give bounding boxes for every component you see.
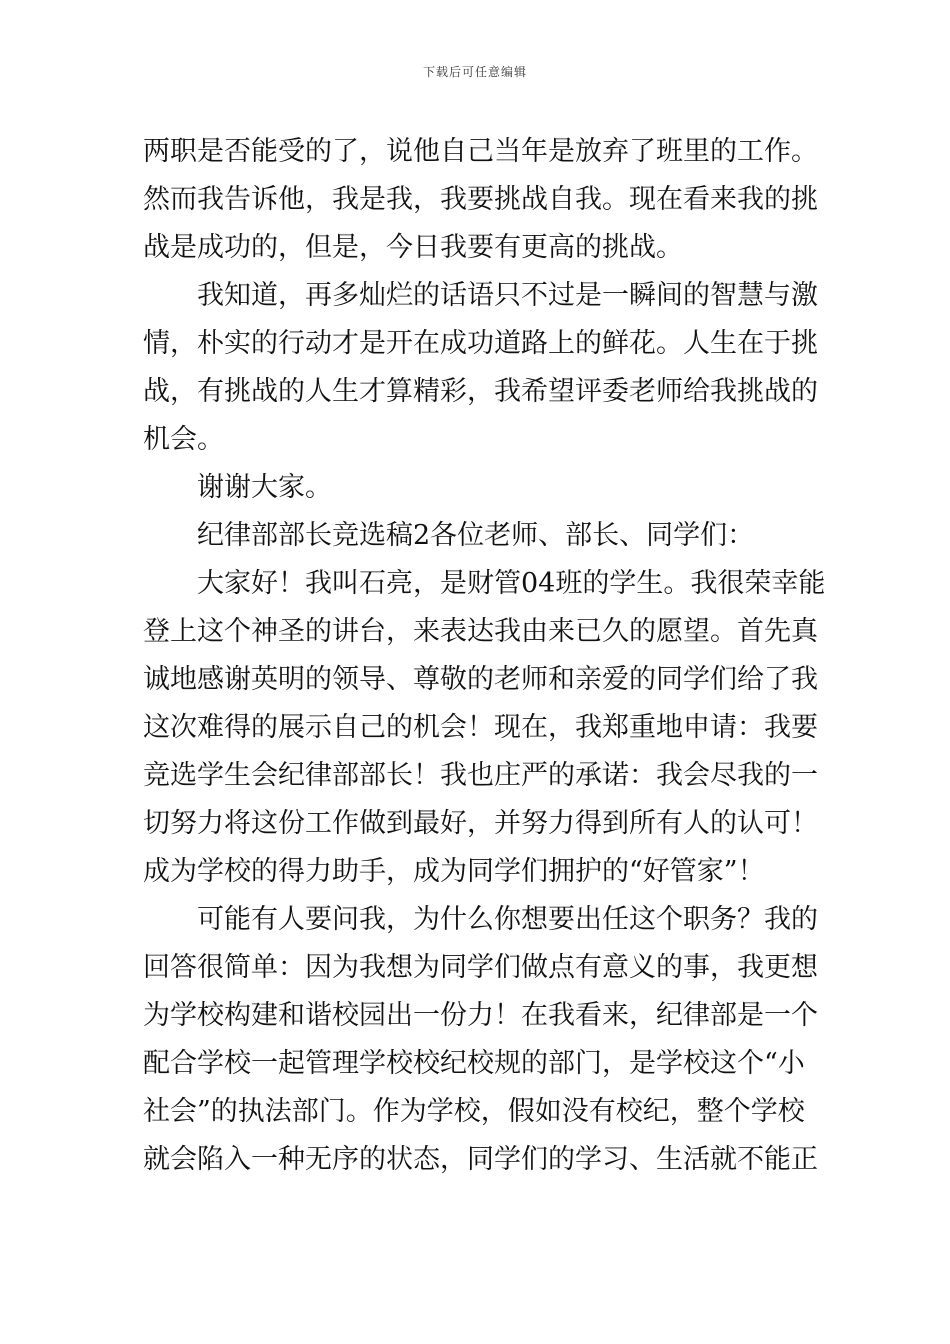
- text-line: 两职是否能受的了，说他自己当年是放弃了班里的工作。: [143, 136, 818, 167]
- text-line: 这次难得的展示自己的机会！现在，我郑重地申请：我要: [143, 712, 818, 743]
- text-line: 我知道，再多灿烂的话语只不过是一瞬间的智慧与激: [197, 280, 818, 311]
- text-line: 战，有挑战的人生才算精彩，我希望评委老师给我挑战的: [143, 376, 818, 407]
- text-line: 配合学校一起管理学校校纪校规的部门，是学校这个“小: [143, 1048, 805, 1079]
- text-line: 谢谢大家。: [197, 472, 332, 503]
- text-line: 战是成功的，但是，今日我要有更高的挑战。: [143, 232, 683, 263]
- text-line: 为学校构建和谐校园出一份力！在我看来，纪律部是一个: [143, 1000, 818, 1031]
- text-line: 成为学校的得力助手，成为同学们拥护的“好管家”！: [143, 856, 765, 887]
- document-body: [143, 128, 826, 1184]
- text-line: 就会陷入一种无序的状态，同学们的学习、生活就不能正: [143, 1144, 818, 1175]
- text-line: 回答很简单：因为我想为同学们做点有意义的事，我更想: [143, 952, 818, 983]
- text-line: 大家好！我叫石亮，是财管04班的学生。我很荣幸能: [197, 568, 826, 599]
- text-line: 纪律部部长竞选稿2各位老师、部长、同学们：: [197, 520, 755, 551]
- page-header: 下载后可任意编辑: [422, 65, 527, 79]
- text-line: 机会。: [143, 424, 224, 455]
- text-line: 情，朴实的行动才是开在成功道路上的鲜花。人生在于挑: [143, 328, 818, 359]
- text-line: 登上这个神圣的讲台，来表达我由来已久的愿望。首先真: [143, 616, 818, 647]
- text-line: 社会”的执法部门。作为学校，假如没有校纪，整个学校: [143, 1096, 805, 1127]
- text-line: 竞选学生会纪律部部长！我也庄严的承诺：我会尽我的一: [143, 760, 818, 791]
- text-line: 然而我告诉他，我是我，我要挑战自我。现在看来我的挑: [143, 184, 818, 215]
- text-line: 可能有人要问我，为什么你想要出任这个职务？我的: [197, 904, 818, 935]
- text-line: 诚地感谢英明的领导、尊敬的老师和亲爱的同学们给了我: [143, 664, 818, 695]
- text-line: 切努力将这份工作做到最好，并努力得到所有人的认可！: [143, 808, 818, 839]
